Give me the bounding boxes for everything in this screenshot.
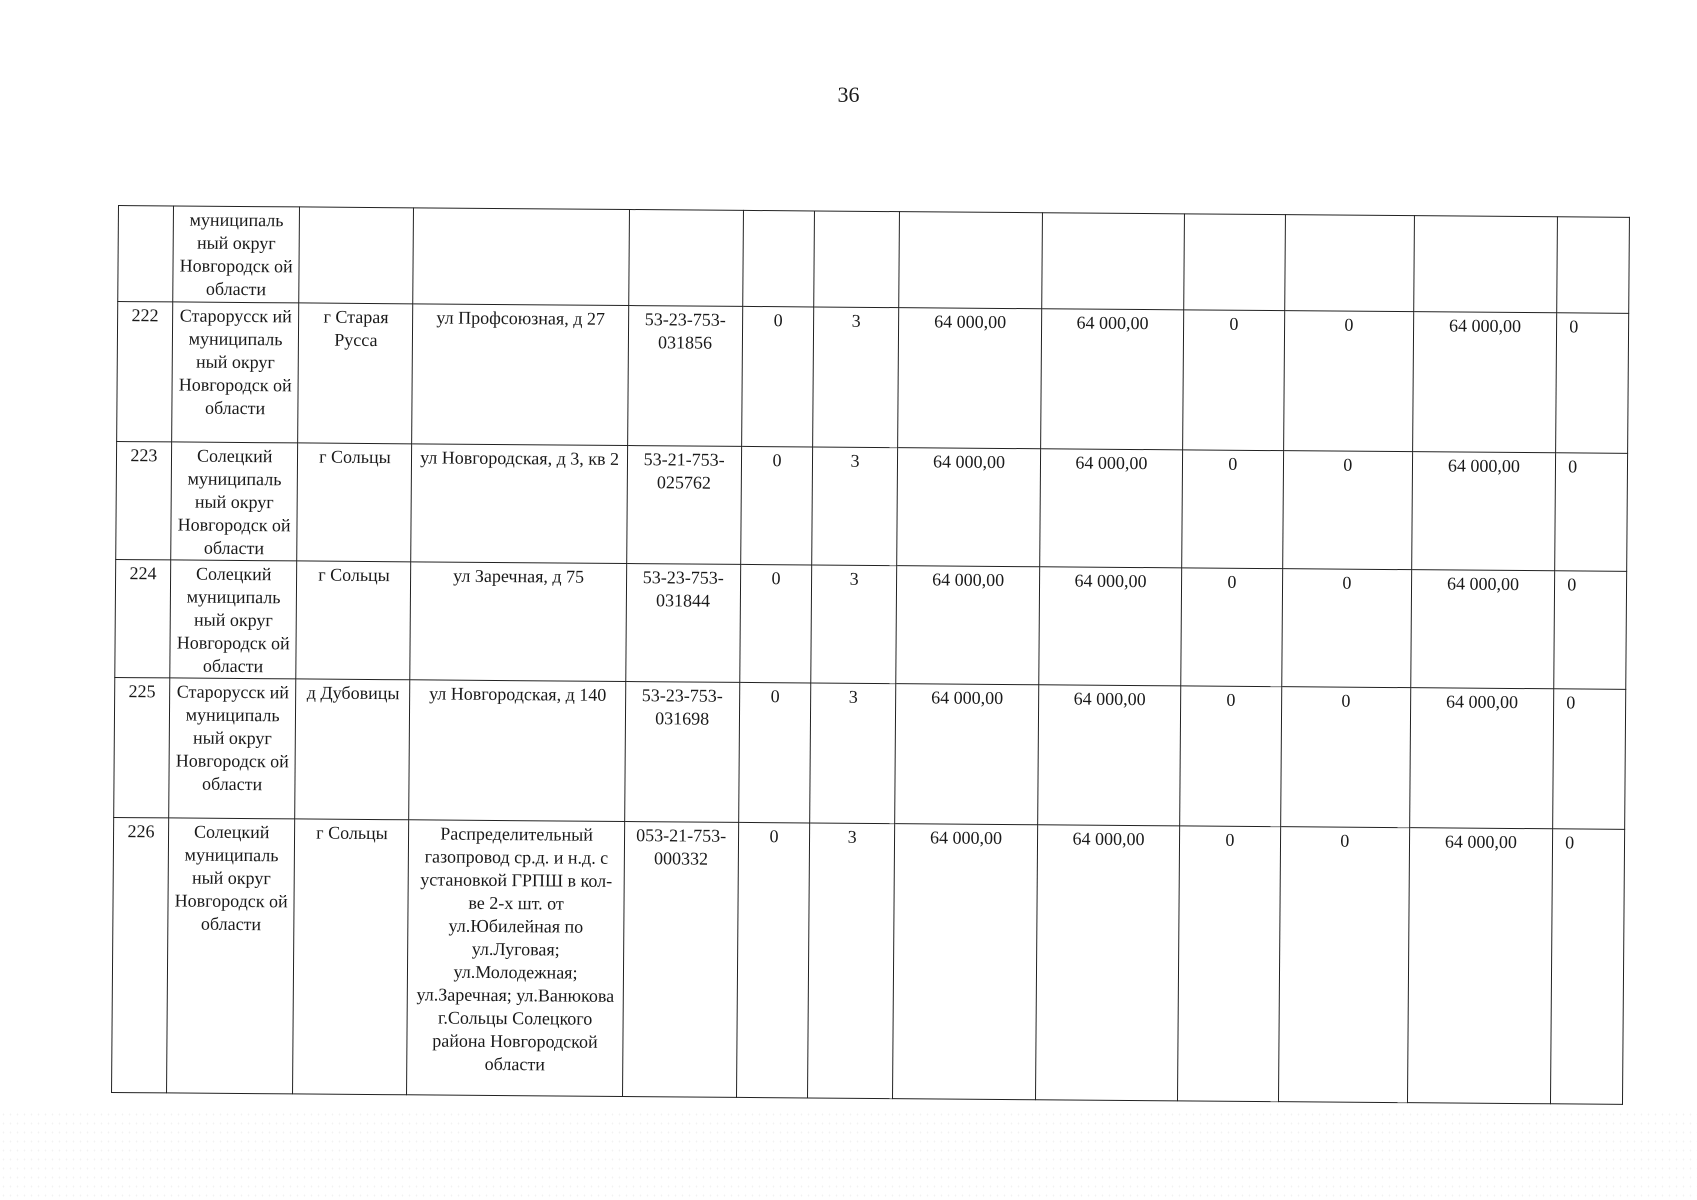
amount-cell: 64 000,00 xyxy=(896,566,1040,685)
page-number: 36 xyxy=(837,82,860,107)
address-cell: Распределительный газопровод ср.д. и н.д. с установкой ГРПШ в кол-ве 2-х шт. от ул.Юбилейная по ул.Луговая; ул.Молодежная; ул.Заречная; ул.Ванюкова г.Сольцы Солецкого района Новгородской области xyxy=(407,820,624,1097)
value-cell: 0 xyxy=(1554,571,1627,690)
value-cell: 0 xyxy=(1181,450,1283,569)
settlement-cell: г Сольцы xyxy=(296,561,411,680)
value-cell xyxy=(1285,215,1414,312)
value-cell: 0 xyxy=(1180,568,1282,687)
settlement-cell: г Старая Русса xyxy=(298,303,413,444)
address-cell: ул Новгородская, д 3, кв 2 xyxy=(411,444,627,564)
value-cell xyxy=(1183,214,1285,311)
address-cell: ул Заречная, д 75 xyxy=(410,562,626,682)
address-cell: ул Новгородская, д 140 xyxy=(409,680,625,822)
table-row xyxy=(115,559,1627,689)
amount-cell: 64 000,00 xyxy=(1412,312,1557,453)
amount-cell: 64 000,00 xyxy=(1407,828,1553,1104)
value-cell: 0 xyxy=(1553,689,1626,830)
amount-cell: 64 000,00 xyxy=(896,448,1040,567)
code-cell xyxy=(628,210,743,307)
district-cell: Старорусск ий муниципаль ный округ Новгородск ой области xyxy=(169,678,297,819)
amount-cell: 64 000,00 xyxy=(1409,688,1554,829)
value-cell: 0 xyxy=(1556,313,1629,454)
amount-cell xyxy=(1413,216,1557,313)
table-row xyxy=(112,817,1625,1104)
row-number: 224 xyxy=(115,559,171,677)
row-number: 226 xyxy=(112,817,169,1092)
value-cell: 0 xyxy=(1281,687,1411,828)
row-number: 222 xyxy=(117,302,173,442)
district-cell: Солецкий муниципаль ный округ Новгородск ой области xyxy=(170,560,298,679)
value-cell: 3 xyxy=(812,447,897,566)
table-row xyxy=(114,677,1626,829)
amount-cell: 64 000,00 xyxy=(1410,570,1554,689)
value-cell: 3 xyxy=(810,683,896,824)
value-cell: 0 xyxy=(1555,453,1628,572)
amount-cell xyxy=(1042,213,1184,310)
value-cell: 3 xyxy=(811,565,896,684)
amount-cell: 64 000,00 xyxy=(1411,452,1555,571)
row-number xyxy=(118,206,174,302)
value-cell: 0 xyxy=(741,306,814,447)
amount-cell: 64 000,00 xyxy=(1041,309,1183,450)
value-cell xyxy=(814,211,899,308)
code-cell: 053-21-753-000332 xyxy=(622,821,738,1097)
value-cell: 0 xyxy=(739,564,812,683)
amount-cell: 64 000,00 xyxy=(897,308,1042,449)
code-cell: 53-23-753-031844 xyxy=(625,564,740,683)
settlement-cell: г Сольцы xyxy=(297,443,412,562)
amount-cell: 64 000,00 xyxy=(1038,685,1180,826)
value-cell: 0 xyxy=(1551,829,1625,1105)
value-cell: 0 xyxy=(1282,569,1412,688)
value-cell: 0 xyxy=(738,682,811,823)
address-cell: ул Профсоюзная, д 27 xyxy=(412,304,628,446)
data-table xyxy=(111,205,1630,1105)
scan-noise xyxy=(0,1110,1697,1200)
settlement-cell: г Сольцы xyxy=(293,819,409,1095)
value-cell: 0 xyxy=(1284,311,1414,452)
amount-cell: 64 000,00 xyxy=(1040,449,1182,568)
table-row xyxy=(118,206,1630,314)
amount-cell xyxy=(898,212,1042,309)
table-row xyxy=(117,302,1629,454)
value-cell: 0 xyxy=(1283,451,1413,570)
value-cell: 0 xyxy=(736,822,810,1098)
value-cell: 0 xyxy=(1179,686,1281,827)
value-cell: 3 xyxy=(808,823,895,1099)
code-cell: 53-23-753-031856 xyxy=(627,306,742,447)
settlement-cell xyxy=(299,207,414,304)
table-row xyxy=(116,441,1628,571)
code-cell: 53-21-753-025762 xyxy=(626,446,741,565)
amount-cell: 64 000,00 xyxy=(892,824,1038,1100)
district-cell: Солецкий муниципаль ный округ Новгородск ой области xyxy=(171,442,299,561)
amount-cell: 64 000,00 xyxy=(1036,825,1180,1101)
district-cell: Солецкий муниципаль ный округ Новгородск ой области xyxy=(166,818,295,1094)
address-cell xyxy=(413,208,629,306)
value-cell xyxy=(742,210,815,307)
amount-cell: 64 000,00 xyxy=(1039,567,1181,686)
amount-cell: 64 000,00 xyxy=(894,684,1039,825)
value-cell xyxy=(1557,217,1630,314)
value-cell: 0 xyxy=(1177,826,1280,1102)
district-cell: Старорусск ий муниципаль ный округ Новгородск ой области xyxy=(172,302,300,443)
district-cell: муниципаль ный округ Новгородск ой области xyxy=(173,206,300,303)
value-cell: 0 xyxy=(740,446,813,565)
settlement-cell: д Дубовицы xyxy=(295,679,410,820)
value-cell: 0 xyxy=(1182,310,1284,451)
row-number: 223 xyxy=(116,441,172,559)
code-cell: 53-23-753-031698 xyxy=(624,682,739,823)
value-cell: 3 xyxy=(813,307,899,448)
value-cell: 0 xyxy=(1278,827,1409,1103)
row-number: 225 xyxy=(114,677,170,817)
